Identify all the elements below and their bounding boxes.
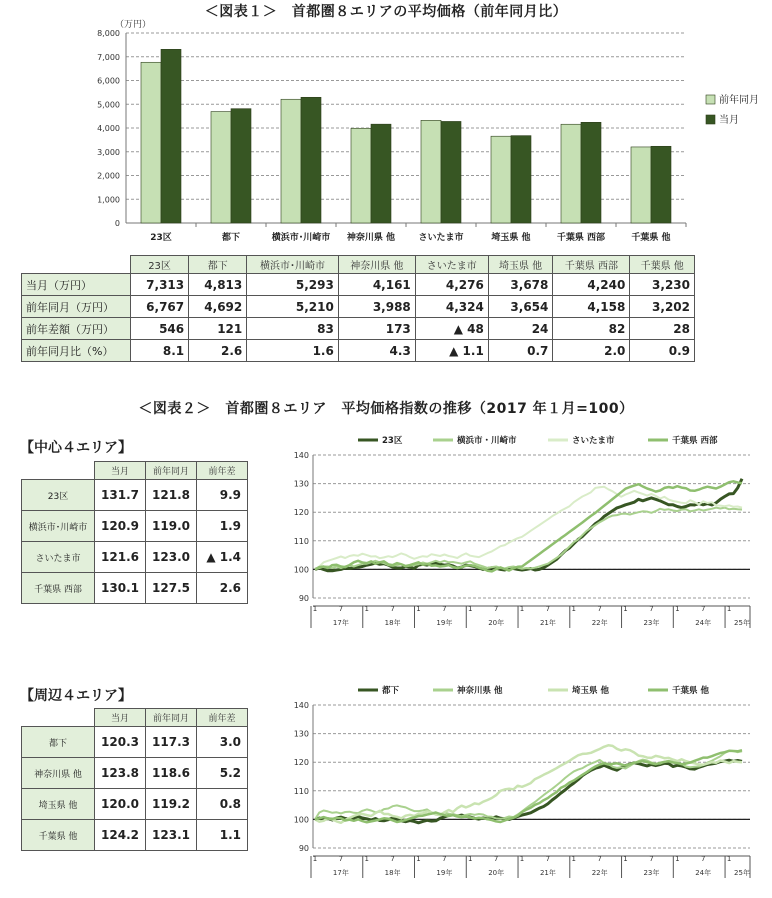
table-cell: 3,202: [630, 296, 695, 318]
y-tick-label: 100: [293, 815, 309, 825]
table-cell: ▲ 48: [415, 318, 488, 340]
category-label: 神奈川県 他: [346, 233, 396, 243]
table-cell: 127.5: [146, 573, 197, 604]
x-tick-label: 1: [519, 605, 525, 613]
table-row: [22, 318, 695, 340]
y-tick-label: 130: [293, 479, 309, 489]
category-label: さいたま市: [418, 233, 464, 243]
bar-chart-bars: [141, 49, 671, 223]
x-tick-label: 1: [416, 855, 421, 863]
table-cell: 5,293: [247, 274, 339, 296]
table-cell: 131.7: [95, 480, 146, 511]
bar-curr: [371, 124, 391, 223]
y-tick-label: 1,000: [97, 195, 120, 205]
corner-cell: [22, 256, 131, 274]
bar-curr: [231, 109, 251, 223]
table-row: [22, 573, 248, 604]
table-cell: 4.3: [338, 340, 415, 362]
fig1-title: ＜図表１＞ 首都圏８エリアの平均価格（前年同月比）: [204, 4, 568, 20]
table-cell: 546: [131, 318, 189, 340]
table-cell: 118.6: [146, 758, 197, 789]
corner-cell: [22, 462, 95, 480]
table-row: [22, 274, 695, 296]
bar-chart: [0, 15, 772, 250]
year-label: 19年: [436, 619, 453, 627]
series-line: [315, 508, 742, 570]
y-tick-label: 130: [293, 729, 309, 739]
table-cell: 3,678: [488, 274, 553, 296]
table-row: [22, 542, 248, 573]
table-cell: 0.8: [197, 789, 248, 820]
table-cell: 4,692: [189, 296, 247, 318]
table-cell: 4,161: [338, 274, 415, 296]
row-label: 当月（万円）: [22, 274, 131, 296]
bar-prev: [631, 147, 651, 223]
x-tick-label: 7: [597, 605, 602, 613]
year-label: 25年: [734, 869, 750, 877]
table-cell: 0.9: [630, 340, 695, 362]
table-cell: 124.2: [95, 820, 146, 851]
column-header: 埼玉県 他: [488, 256, 553, 274]
price-table: [21, 255, 695, 362]
row-label: さいたま市: [22, 542, 95, 573]
column-header: さいたま市: [415, 256, 488, 274]
bar-curr: [161, 49, 181, 223]
category-label: 千葉県 他: [631, 233, 671, 243]
table-cell: ▲ 1.1: [415, 340, 488, 362]
legend-label: 横浜市・川崎市: [457, 436, 517, 446]
table-cell: 121.6: [95, 542, 146, 573]
y-tick-label: 4,000: [97, 124, 120, 133]
year-label: 20年: [488, 869, 505, 877]
x-tick-label: 1: [623, 855, 628, 863]
table-row: [22, 480, 248, 511]
table-cell: 117.3: [146, 727, 197, 758]
bar-curr: [651, 146, 671, 223]
x-tick-label: 1: [312, 605, 318, 613]
legend-swatch: [706, 95, 715, 104]
table-cell: 4,240: [553, 274, 630, 296]
table-cell: 4,276: [415, 274, 488, 296]
table-row: [22, 789, 248, 820]
bar-curr: [511, 136, 531, 223]
table-row: [22, 296, 695, 318]
table-cell: 4,158: [553, 296, 630, 318]
year-label: 18年: [384, 619, 401, 627]
corner-cell: [22, 709, 95, 727]
table-row: [22, 511, 248, 542]
x-tick-label: 1: [312, 855, 318, 863]
x-tick-label: 7: [442, 855, 447, 863]
bar-curr: [301, 97, 321, 223]
legend-label: 埼玉県 他: [572, 686, 609, 696]
x-tick-label: 7: [442, 605, 447, 613]
bar-chart-categories: [150, 223, 686, 243]
column-header: 当月: [95, 709, 146, 727]
table-cell: 1.9: [197, 511, 248, 542]
periph-table: [21, 708, 248, 851]
row-label: 都下: [22, 727, 95, 758]
table-cell: 3,654: [488, 296, 553, 318]
table-cell: 1.6: [247, 340, 339, 362]
table-cell: 2.6: [189, 340, 247, 362]
series-line: [315, 745, 742, 823]
legend-label: 23区: [382, 436, 403, 446]
row-label: 千葉県 西部: [22, 573, 95, 604]
x-tick-label: 1: [675, 605, 680, 613]
table-cell: 6,767: [131, 296, 189, 318]
table-cell: 130.1: [95, 573, 146, 604]
legend-label: 前年同月: [719, 95, 759, 106]
column-header: 神奈川県 他: [338, 256, 415, 274]
table-cell: 121.8: [146, 480, 197, 511]
legend-label: さいたま市: [572, 436, 615, 446]
x-tick-label: 7: [493, 855, 499, 863]
table-cell: 119.2: [146, 789, 197, 820]
table-header-row: [22, 256, 695, 274]
category-label: 埼玉県 他: [491, 233, 531, 243]
x-tick-label: 7: [338, 855, 344, 863]
year-label: 23年: [643, 869, 660, 877]
column-header: 前年差: [197, 709, 248, 727]
row-label: 前年同月比（%）: [22, 340, 131, 362]
bar-curr: [581, 122, 601, 223]
grid: [294, 451, 750, 603]
table-cell: 5,210: [247, 296, 339, 318]
year-label: 22年: [591, 869, 608, 877]
y-tick-label: 140: [293, 451, 309, 460]
series-line: [315, 487, 742, 570]
x-tick-label: 7: [545, 605, 551, 613]
table-cell: 123.0: [146, 542, 197, 573]
table-cell: 3,988: [338, 296, 415, 318]
table-cell: 123.1: [146, 820, 197, 851]
x-axis: [311, 605, 750, 628]
bar-chart-legend: [706, 93, 759, 126]
series-lines: [315, 745, 742, 823]
y-tick-label: 120: [293, 758, 309, 768]
bar-curr: [441, 121, 461, 223]
table-cell: 1.1: [197, 820, 248, 851]
bar-prev: [141, 62, 161, 223]
legend-label: 神奈川県 他: [457, 686, 503, 696]
year-label: 17年: [332, 619, 349, 627]
row-label: 千葉県 他: [22, 820, 95, 851]
category-label: 横浜市･川崎市: [271, 233, 331, 243]
year-label: 24年: [695, 869, 712, 877]
table-row: [22, 820, 248, 851]
table-cell: 83: [247, 318, 339, 340]
column-header: 前年同月: [146, 709, 197, 727]
table-cell: 4,813: [189, 274, 247, 296]
row-label: 前年同月（万円）: [22, 296, 131, 318]
legend: [358, 685, 709, 696]
year-label: 19年: [436, 869, 453, 877]
table-cell: 173: [338, 318, 415, 340]
column-header: 当月: [95, 462, 146, 480]
x-tick-label: 1: [571, 855, 577, 863]
table-header-row: [22, 709, 248, 727]
table-cell: 24: [488, 318, 553, 340]
y-tick-label: 0: [114, 219, 120, 228]
legend-label: 都下: [382, 686, 400, 696]
table-cell: 120.9: [95, 511, 146, 542]
y-tick-label: 100: [293, 565, 309, 575]
bar-prev: [421, 120, 441, 223]
y-tick-label: 3,000: [97, 147, 120, 157]
series-lines: [315, 479, 742, 572]
y-tick-label: 140: [293, 701, 309, 710]
table-cell: ▲ 1.4: [197, 542, 248, 573]
year-label: 21年: [539, 869, 556, 877]
bar-prev: [351, 128, 371, 223]
row-label: 23区: [22, 480, 95, 511]
table-cell: 82: [553, 318, 630, 340]
x-tick-label: 7: [649, 605, 654, 613]
center-heading: 【中心４エリア】: [20, 440, 132, 456]
center-line-chart: [288, 430, 758, 640]
x-tick-label: 1: [364, 605, 369, 613]
table-cell: 8.1: [131, 340, 189, 362]
bar-prev: [211, 112, 231, 223]
table-cell: 28: [630, 318, 695, 340]
table-header-row: [22, 462, 248, 480]
column-header: 前年同月: [146, 462, 197, 480]
table-cell: 120.3: [95, 727, 146, 758]
x-tick-label: 1: [519, 855, 525, 863]
legend-swatch: [706, 115, 715, 124]
row-label: 埼玉県 他: [22, 789, 95, 820]
column-header: 前年差: [197, 462, 248, 480]
table-cell: 2.0: [553, 340, 630, 362]
category-label: 23区: [150, 233, 172, 243]
bar-prev: [561, 124, 581, 223]
bar-prev: [491, 136, 511, 223]
table-cell: 123.8: [95, 758, 146, 789]
legend: [358, 435, 718, 446]
x-tick-label: 1: [726, 855, 732, 863]
row-label: 神奈川県 他: [22, 758, 95, 789]
y-tick-label: 2,000: [97, 171, 120, 181]
year-label: 24年: [695, 619, 712, 627]
table-row: [22, 727, 248, 758]
table-cell: 9.9: [197, 480, 248, 511]
x-tick-label: 7: [700, 855, 706, 863]
table-cell: 120.0: [95, 789, 146, 820]
y-tick-label: 6,000: [97, 76, 120, 86]
year-label: 23年: [643, 619, 660, 627]
periph-line-chart: [288, 680, 758, 890]
legend-label: 千葉県 他: [672, 686, 709, 696]
x-tick-label: 1: [468, 855, 473, 863]
legend-label: 千葉県 西部: [672, 436, 718, 446]
category-label: 千葉県 西部: [556, 233, 606, 243]
x-tick-label: 1: [416, 605, 421, 613]
column-header: 23区: [131, 256, 189, 274]
legend-label: 当月: [719, 115, 739, 126]
periph-heading: 【周辺４エリア】: [20, 688, 132, 704]
x-tick-label: 7: [338, 605, 344, 613]
fig2-title: ＜図表２＞ 首都圏８エリア 平均価格指数の推移（2017 年１月=100）: [138, 401, 634, 417]
row-label: 横浜市･川崎市: [22, 511, 95, 542]
series-line: [315, 760, 742, 823]
x-tick-label: 7: [390, 855, 395, 863]
year-label: 22年: [591, 619, 608, 627]
year-label: 25年: [734, 619, 750, 627]
column-header: 千葉県 西部: [553, 256, 630, 274]
y-unit-label: （万円）: [115, 20, 152, 30]
x-tick-label: 7: [649, 855, 654, 863]
y-tick-label: 7,000: [97, 52, 120, 62]
table-cell: 119.0: [146, 511, 197, 542]
table-row: [22, 758, 248, 789]
table-cell: 5.2: [197, 758, 248, 789]
column-header: 横浜市･川崎市: [247, 256, 339, 274]
table-cell: 2.6: [197, 573, 248, 604]
bar-prev: [281, 99, 301, 223]
y-tick-label: 120: [293, 508, 309, 518]
y-tick-label: 110: [293, 536, 309, 546]
grid: [294, 701, 750, 853]
y-tick-label: 90: [298, 844, 309, 853]
x-tick-label: 1: [468, 605, 473, 613]
x-tick-label: 7: [700, 605, 706, 613]
x-tick-label: 7: [493, 605, 499, 613]
y-tick-label: 8,000: [97, 29, 120, 38]
category-label: 都下: [221, 233, 241, 243]
y-tick-label: 90: [298, 594, 309, 603]
table-cell: 121: [189, 318, 247, 340]
table-cell: 7,313: [131, 274, 189, 296]
x-tick-label: 1: [726, 605, 732, 613]
x-tick-label: 1: [675, 855, 680, 863]
year-label: 18年: [384, 869, 401, 877]
x-axis: [311, 855, 750, 878]
year-label: 21年: [539, 619, 556, 627]
table-row: [22, 340, 695, 362]
column-header: 千葉県 他: [630, 256, 695, 274]
table-cell: 3.0: [197, 727, 248, 758]
y-tick-label: 5,000: [97, 100, 120, 110]
x-tick-label: 1: [623, 605, 628, 613]
row-label: 前年差額（万円）: [22, 318, 131, 340]
x-tick-label: 1: [364, 855, 369, 863]
table-cell: 4,324: [415, 296, 488, 318]
year-label: 17年: [332, 869, 349, 877]
x-tick-label: 1: [571, 605, 577, 613]
x-tick-label: 7: [390, 605, 395, 613]
x-tick-label: 7: [545, 855, 551, 863]
table-cell: 0.7: [488, 340, 553, 362]
table-cell: 3,230: [630, 274, 695, 296]
x-tick-label: 7: [597, 855, 602, 863]
year-label: 20年: [488, 619, 505, 627]
center-table: [21, 461, 248, 604]
y-tick-label: 110: [293, 786, 309, 796]
column-header: 都下: [189, 256, 247, 274]
